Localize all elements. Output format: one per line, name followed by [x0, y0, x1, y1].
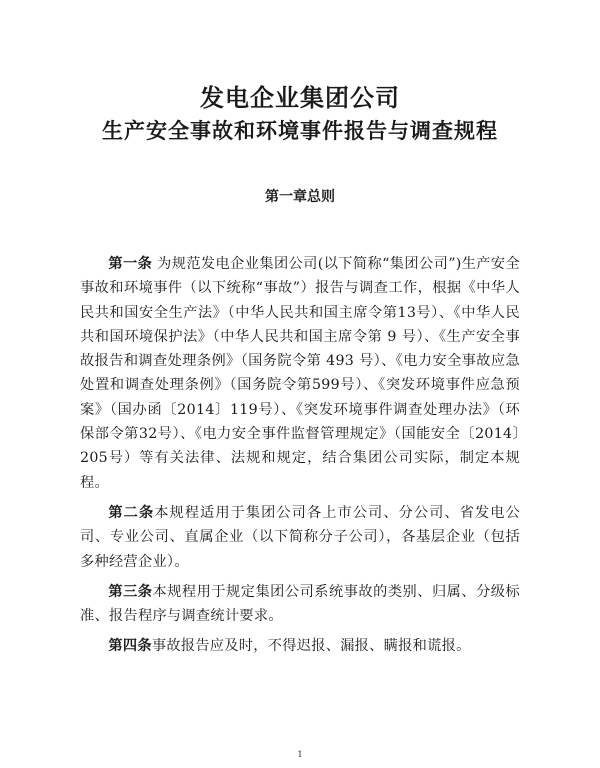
page-number: 1 [297, 750, 303, 759]
article-1 [80, 252, 520, 495]
article-4 [80, 634, 520, 658]
article-3 [80, 580, 520, 629]
article-2-text: 本规程适用于集团公司各上市公司、分公司、省发电公司、专业公司、直属企业（以下简称分子公司），各基层企业（包括多种经营企业）。 [80, 504, 520, 570]
article-2-label: 第二条 [108, 504, 155, 521]
document-subtitle: 生产安全事故和环境事件报告与调查规程 [102, 119, 498, 143]
document-body [80, 252, 520, 665]
article-3-text: 本规程用于规定集团公司系统事故的类别、归属、分级标准、报告程序与调查统计要求。 [80, 583, 520, 625]
chapter-heading: 第一章总则 [265, 189, 335, 205]
article-2 [80, 501, 520, 574]
article-1-text: 为规范发电企业集团公司(以下简称“集团公司”)生产安全事故和环境事件（以下统称“事故”）报告与调查工作，根据《中华人民共和国安全生产法》（中华人民共和国主席令第13号）、《中华人民共和国环境保护法》（中华人民共和国主席令第 9 号）、《生产安全事故报告和调查处理条例》（国务院令第 493 号）、《电力安全事故应急处置和调查处理条例》（国务院令第599号）、《突发环境事件应急预案》（国办函〔2014〕119号）、《突发环境事件调查处理办法》（环保部令第32号）、《电力安全事件监督管理规定》（国能安全〔2014〕205号）等有关法律、法规和规定，结合集团公司实际，制定本规程。 [80, 256, 520, 491]
article-4-text: 事故报告应及时，不得迟报、漏报、瞒报和谎报。 [151, 638, 471, 655]
article-4-label: 第四条 [108, 638, 152, 655]
article-3-label: 第三条 [108, 583, 153, 600]
article-1-label: 第一条 [108, 256, 153, 272]
document-title: 发电企业集团公司 [200, 84, 400, 112]
